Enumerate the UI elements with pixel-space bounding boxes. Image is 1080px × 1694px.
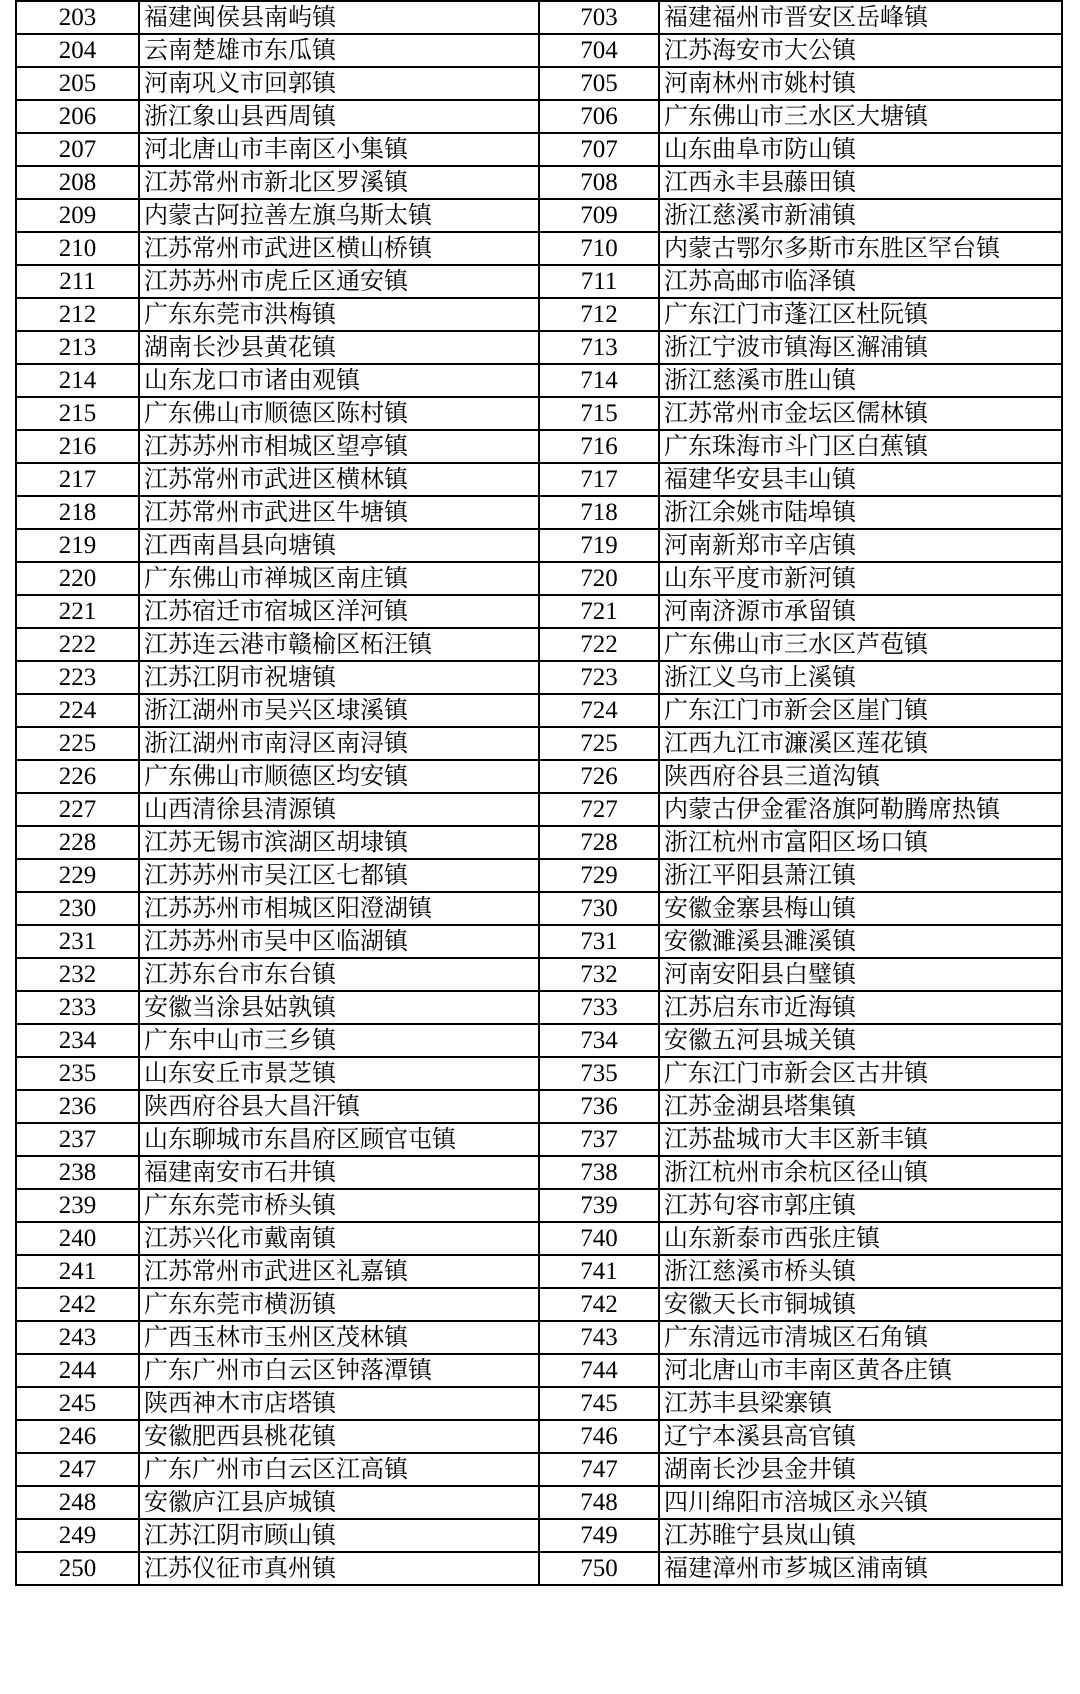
left-number-cell: 241 <box>16 1255 139 1288</box>
left-town-cell: 福建南安市石井镇 <box>139 1156 539 1189</box>
left-number-cell: 245 <box>16 1387 139 1420</box>
table-row <box>16 1156 1062 1189</box>
right-town-cell: 广东清远市清城区石角镇 <box>659 1321 1062 1354</box>
right-number-cell: 721 <box>539 595 659 628</box>
left-number-cell: 240 <box>16 1222 139 1255</box>
right-number-cell: 705 <box>539 67 659 100</box>
right-number-cell: 725 <box>539 727 659 760</box>
table-row <box>16 331 1062 364</box>
left-town-cell: 陕西府谷县大昌汗镇 <box>139 1090 539 1123</box>
left-number-cell: 229 <box>16 859 139 892</box>
left-town-cell: 江苏兴化市戴南镇 <box>139 1222 539 1255</box>
right-number-cell: 720 <box>539 562 659 595</box>
right-town-cell: 浙江慈溪市新浦镇 <box>659 199 1062 232</box>
right-number-cell: 727 <box>539 793 659 826</box>
right-town-cell: 广东江门市新会区古井镇 <box>659 1057 1062 1090</box>
right-number-cell: 704 <box>539 34 659 67</box>
left-town-cell: 江西南昌县向塘镇 <box>139 529 539 562</box>
right-number-cell: 745 <box>539 1387 659 1420</box>
right-number-cell: 724 <box>539 694 659 727</box>
left-number-cell: 246 <box>16 1420 139 1453</box>
right-number-cell: 744 <box>539 1354 659 1387</box>
left-town-cell: 广西玉林市玉州区茂林镇 <box>139 1321 539 1354</box>
right-number-cell: 711 <box>539 265 659 298</box>
left-town-cell: 广东中山市三乡镇 <box>139 1024 539 1057</box>
right-town-cell: 福建华安县丰山镇 <box>659 463 1062 496</box>
right-town-cell: 山东新泰市西张庄镇 <box>659 1222 1062 1255</box>
table-row <box>16 1321 1062 1354</box>
left-town-cell: 江苏苏州市虎丘区通安镇 <box>139 265 539 298</box>
table-row <box>16 859 1062 892</box>
right-number-cell: 716 <box>539 430 659 463</box>
left-town-cell: 云南楚雄市东瓜镇 <box>139 34 539 67</box>
table-row <box>16 958 1062 991</box>
left-town-cell: 浙江湖州市南浔区南浔镇 <box>139 727 539 760</box>
table-row <box>16 1486 1062 1519</box>
table-row <box>16 1420 1062 1453</box>
table-row <box>16 991 1062 1024</box>
left-number-cell: 210 <box>16 232 139 265</box>
table-row <box>16 529 1062 562</box>
right-number-cell: 718 <box>539 496 659 529</box>
left-town-cell: 广东广州市白云区江高镇 <box>139 1453 539 1486</box>
right-number-cell: 739 <box>539 1189 659 1222</box>
right-number-cell: 712 <box>539 298 659 331</box>
left-number-cell: 234 <box>16 1024 139 1057</box>
left-town-cell: 广东佛山市顺德区均安镇 <box>139 760 539 793</box>
left-town-cell: 浙江湖州市吴兴区埭溪镇 <box>139 694 539 727</box>
left-town-cell: 江苏常州市武进区横山桥镇 <box>139 232 539 265</box>
left-town-cell: 江苏苏州市吴江区七都镇 <box>139 859 539 892</box>
left-number-cell: 205 <box>16 67 139 100</box>
table-row <box>16 826 1062 859</box>
right-town-cell: 广东珠海市斗门区白蕉镇 <box>659 430 1062 463</box>
left-town-cell: 陕西神木市店塔镇 <box>139 1387 539 1420</box>
right-town-cell: 江苏睢宁县岚山镇 <box>659 1519 1062 1552</box>
left-town-cell: 广东佛山市禅城区南庄镇 <box>139 562 539 595</box>
table-row <box>16 892 1062 925</box>
left-town-cell: 广东佛山市顺德区陈村镇 <box>139 397 539 430</box>
left-number-cell: 208 <box>16 166 139 199</box>
table-row <box>16 265 1062 298</box>
left-town-cell: 江苏苏州市吴中区临湖镇 <box>139 925 539 958</box>
left-town-cell: 江苏连云港市赣榆区柘汪镇 <box>139 628 539 661</box>
table-row <box>16 1 1062 34</box>
left-number-cell: 219 <box>16 529 139 562</box>
table-body <box>16 1 1062 1585</box>
left-number-cell: 244 <box>16 1354 139 1387</box>
table-row <box>16 1519 1062 1552</box>
table-row <box>16 67 1062 100</box>
right-number-cell: 726 <box>539 760 659 793</box>
right-number-cell: 747 <box>539 1453 659 1486</box>
left-number-cell: 209 <box>16 199 139 232</box>
table-row <box>16 463 1062 496</box>
right-number-cell: 734 <box>539 1024 659 1057</box>
left-number-cell: 207 <box>16 133 139 166</box>
right-town-cell: 浙江宁波市镇海区澥浦镇 <box>659 331 1062 364</box>
left-number-cell: 242 <box>16 1288 139 1321</box>
table-row <box>16 1024 1062 1057</box>
left-number-cell: 226 <box>16 760 139 793</box>
left-number-cell: 216 <box>16 430 139 463</box>
right-number-cell: 730 <box>539 892 659 925</box>
right-number-cell: 740 <box>539 1222 659 1255</box>
right-town-cell: 浙江杭州市余杭区径山镇 <box>659 1156 1062 1189</box>
left-town-cell: 江苏宿迁市宿城区洋河镇 <box>139 595 539 628</box>
right-town-cell: 江苏海安市大公镇 <box>659 34 1062 67</box>
table-row <box>16 562 1062 595</box>
right-number-cell: 709 <box>539 199 659 232</box>
left-number-cell: 243 <box>16 1321 139 1354</box>
table-row <box>16 397 1062 430</box>
left-town-cell: 湖南长沙县黄花镇 <box>139 331 539 364</box>
table-row <box>16 232 1062 265</box>
left-town-cell: 江苏江阴市祝塘镇 <box>139 661 539 694</box>
table-row <box>16 661 1062 694</box>
right-number-cell: 717 <box>539 463 659 496</box>
town-list-table <box>15 0 1063 1586</box>
left-town-cell: 河北唐山市丰南区小集镇 <box>139 133 539 166</box>
table-row <box>16 1387 1062 1420</box>
right-town-cell: 山东曲阜市防山镇 <box>659 133 1062 166</box>
right-town-cell: 江西九江市濂溪区莲花镇 <box>659 727 1062 760</box>
left-number-cell: 213 <box>16 331 139 364</box>
right-number-cell: 708 <box>539 166 659 199</box>
left-number-cell: 220 <box>16 562 139 595</box>
right-town-cell: 江苏启东市近海镇 <box>659 991 1062 1024</box>
right-number-cell: 707 <box>539 133 659 166</box>
right-town-cell: 江苏句容市郭庄镇 <box>659 1189 1062 1222</box>
right-number-cell: 715 <box>539 397 659 430</box>
right-town-cell: 四川绵阳市涪城区永兴镇 <box>659 1486 1062 1519</box>
table-row <box>16 364 1062 397</box>
table-row <box>16 1222 1062 1255</box>
left-number-cell: 247 <box>16 1453 139 1486</box>
right-number-cell: 710 <box>539 232 659 265</box>
left-number-cell: 227 <box>16 793 139 826</box>
right-town-cell: 福建福州市晋安区岳峰镇 <box>659 1 1062 34</box>
right-number-cell: 719 <box>539 529 659 562</box>
table-row <box>16 1552 1062 1585</box>
left-town-cell: 山东聊城市东昌府区顾官屯镇 <box>139 1123 539 1156</box>
table-row <box>16 199 1062 232</box>
left-number-cell: 248 <box>16 1486 139 1519</box>
table-row <box>16 100 1062 133</box>
left-number-cell: 215 <box>16 397 139 430</box>
right-town-cell: 内蒙古鄂尔多斯市东胜区罕台镇 <box>659 232 1062 265</box>
right-town-cell: 安徽天长市铜城镇 <box>659 1288 1062 1321</box>
right-town-cell: 福建漳州市芗城区浦南镇 <box>659 1552 1062 1585</box>
left-town-cell: 安徽当涂县姑孰镇 <box>139 991 539 1024</box>
left-number-cell: 225 <box>16 727 139 760</box>
left-town-cell: 内蒙古阿拉善左旗乌斯太镇 <box>139 199 539 232</box>
right-number-cell: 736 <box>539 1090 659 1123</box>
table-row <box>16 628 1062 661</box>
table-row <box>16 1189 1062 1222</box>
right-number-cell: 729 <box>539 859 659 892</box>
left-number-cell: 211 <box>16 265 139 298</box>
left-town-cell: 山西清徐县清源镇 <box>139 793 539 826</box>
left-number-cell: 212 <box>16 298 139 331</box>
right-town-cell: 广东江门市蓬江区杜阮镇 <box>659 298 1062 331</box>
left-number-cell: 239 <box>16 1189 139 1222</box>
table-row <box>16 298 1062 331</box>
right-number-cell: 746 <box>539 1420 659 1453</box>
left-town-cell: 江苏常州市武进区横林镇 <box>139 463 539 496</box>
right-town-cell: 江苏盐城市大丰区新丰镇 <box>659 1123 1062 1156</box>
right-number-cell: 728 <box>539 826 659 859</box>
right-town-cell: 安徽濉溪县濉溪镇 <box>659 925 1062 958</box>
left-number-cell: 217 <box>16 463 139 496</box>
table-row <box>16 793 1062 826</box>
left-town-cell: 江苏无锡市滨湖区胡埭镇 <box>139 826 539 859</box>
left-town-cell: 江苏常州市新北区罗溪镇 <box>139 166 539 199</box>
right-town-cell: 广东江门市新会区崖门镇 <box>659 694 1062 727</box>
left-town-cell: 河南巩义市回郭镇 <box>139 67 539 100</box>
left-number-cell: 235 <box>16 1057 139 1090</box>
left-number-cell: 206 <box>16 100 139 133</box>
left-town-cell: 安徽肥西县桃花镇 <box>139 1420 539 1453</box>
left-number-cell: 223 <box>16 661 139 694</box>
table-row <box>16 1354 1062 1387</box>
right-town-cell: 湖南长沙县金井镇 <box>659 1453 1062 1486</box>
left-number-cell: 221 <box>16 595 139 628</box>
left-town-cell: 江苏江阴市顾山镇 <box>139 1519 539 1552</box>
left-town-cell: 江苏仪征市真州镇 <box>139 1552 539 1585</box>
right-number-cell: 732 <box>539 958 659 991</box>
left-number-cell: 236 <box>16 1090 139 1123</box>
right-number-cell: 737 <box>539 1123 659 1156</box>
left-number-cell: 249 <box>16 1519 139 1552</box>
left-number-cell: 228 <box>16 826 139 859</box>
right-town-cell: 河南林州市姚村镇 <box>659 67 1062 100</box>
right-number-cell: 741 <box>539 1255 659 1288</box>
right-town-cell: 江苏金湖县塔集镇 <box>659 1090 1062 1123</box>
right-town-cell: 江苏高邮市临泽镇 <box>659 265 1062 298</box>
right-town-cell: 广东佛山市三水区芦苞镇 <box>659 628 1062 661</box>
left-town-cell: 福建闽侯县南屿镇 <box>139 1 539 34</box>
table-row <box>16 595 1062 628</box>
right-number-cell: 722 <box>539 628 659 661</box>
table-row <box>16 430 1062 463</box>
right-town-cell: 江西永丰县藤田镇 <box>659 166 1062 199</box>
right-number-cell: 742 <box>539 1288 659 1321</box>
right-town-cell: 浙江平阳县萧江镇 <box>659 859 1062 892</box>
left-number-cell: 230 <box>16 892 139 925</box>
table-row <box>16 166 1062 199</box>
left-town-cell: 广东广州市白云区钟落潭镇 <box>139 1354 539 1387</box>
left-town-cell: 广东东莞市洪梅镇 <box>139 298 539 331</box>
left-town-cell: 广东东莞市横沥镇 <box>139 1288 539 1321</box>
right-town-cell: 浙江慈溪市胜山镇 <box>659 364 1062 397</box>
right-number-cell: 743 <box>539 1321 659 1354</box>
left-number-cell: 204 <box>16 34 139 67</box>
right-town-cell: 陕西府谷县三道沟镇 <box>659 760 1062 793</box>
left-number-cell: 237 <box>16 1123 139 1156</box>
table-row <box>16 1288 1062 1321</box>
left-town-cell: 广东东莞市桥头镇 <box>139 1189 539 1222</box>
table-row <box>16 760 1062 793</box>
left-town-cell: 江苏常州市武进区牛塘镇 <box>139 496 539 529</box>
right-number-cell: 748 <box>539 1486 659 1519</box>
right-number-cell: 723 <box>539 661 659 694</box>
right-number-cell: 714 <box>539 364 659 397</box>
table-row <box>16 727 1062 760</box>
right-town-cell: 内蒙古伊金霍洛旗阿勒腾席热镇 <box>659 793 1062 826</box>
right-town-cell: 江苏常州市金坛区儒林镇 <box>659 397 1062 430</box>
right-town-cell: 浙江杭州市富阳区场口镇 <box>659 826 1062 859</box>
table-row <box>16 1090 1062 1123</box>
right-number-cell: 706 <box>539 100 659 133</box>
left-number-cell: 233 <box>16 991 139 1024</box>
left-number-cell: 203 <box>16 1 139 34</box>
right-number-cell: 703 <box>539 1 659 34</box>
right-town-cell: 安徽金寨县梅山镇 <box>659 892 1062 925</box>
left-number-cell: 218 <box>16 496 139 529</box>
right-number-cell: 738 <box>539 1156 659 1189</box>
right-number-cell: 733 <box>539 991 659 1024</box>
right-town-cell: 安徽五河县城关镇 <box>659 1024 1062 1057</box>
left-number-cell: 231 <box>16 925 139 958</box>
table-row <box>16 1255 1062 1288</box>
right-number-cell: 713 <box>539 331 659 364</box>
right-number-cell: 749 <box>539 1519 659 1552</box>
right-number-cell: 731 <box>539 925 659 958</box>
right-number-cell: 735 <box>539 1057 659 1090</box>
right-town-cell: 辽宁本溪县高官镇 <box>659 1420 1062 1453</box>
left-number-cell: 214 <box>16 364 139 397</box>
table-row <box>16 1057 1062 1090</box>
left-town-cell: 江苏苏州市相城区望亭镇 <box>139 430 539 463</box>
right-town-cell: 河北唐山市丰南区黄各庄镇 <box>659 1354 1062 1387</box>
table-row <box>16 1453 1062 1486</box>
table-row <box>16 1123 1062 1156</box>
left-number-cell: 224 <box>16 694 139 727</box>
right-town-cell: 河南济源市承留镇 <box>659 595 1062 628</box>
table-row <box>16 496 1062 529</box>
right-town-cell: 河南安阳县白璧镇 <box>659 958 1062 991</box>
left-town-cell: 江苏常州市武进区礼嘉镇 <box>139 1255 539 1288</box>
right-town-cell: 山东平度市新河镇 <box>659 562 1062 595</box>
left-number-cell: 250 <box>16 1552 139 1585</box>
left-town-cell: 山东龙口市诸由观镇 <box>139 364 539 397</box>
left-number-cell: 222 <box>16 628 139 661</box>
left-town-cell: 江苏东台市东台镇 <box>139 958 539 991</box>
right-town-cell: 河南新郑市辛店镇 <box>659 529 1062 562</box>
table-row <box>16 694 1062 727</box>
left-number-cell: 238 <box>16 1156 139 1189</box>
left-town-cell: 安徽庐江县庐城镇 <box>139 1486 539 1519</box>
table-row <box>16 133 1062 166</box>
left-town-cell: 江苏苏州市相城区阳澄湖镇 <box>139 892 539 925</box>
table-row <box>16 34 1062 67</box>
right-number-cell: 750 <box>539 1552 659 1585</box>
left-number-cell: 232 <box>16 958 139 991</box>
left-town-cell: 山东安丘市景芝镇 <box>139 1057 539 1090</box>
right-town-cell: 广东佛山市三水区大塘镇 <box>659 100 1062 133</box>
right-town-cell: 浙江慈溪市桥头镇 <box>659 1255 1062 1288</box>
table-row <box>16 925 1062 958</box>
left-town-cell: 浙江象山县西周镇 <box>139 100 539 133</box>
right-town-cell: 江苏丰县梁寨镇 <box>659 1387 1062 1420</box>
right-town-cell: 浙江余姚市陆埠镇 <box>659 496 1062 529</box>
right-town-cell: 浙江义乌市上溪镇 <box>659 661 1062 694</box>
